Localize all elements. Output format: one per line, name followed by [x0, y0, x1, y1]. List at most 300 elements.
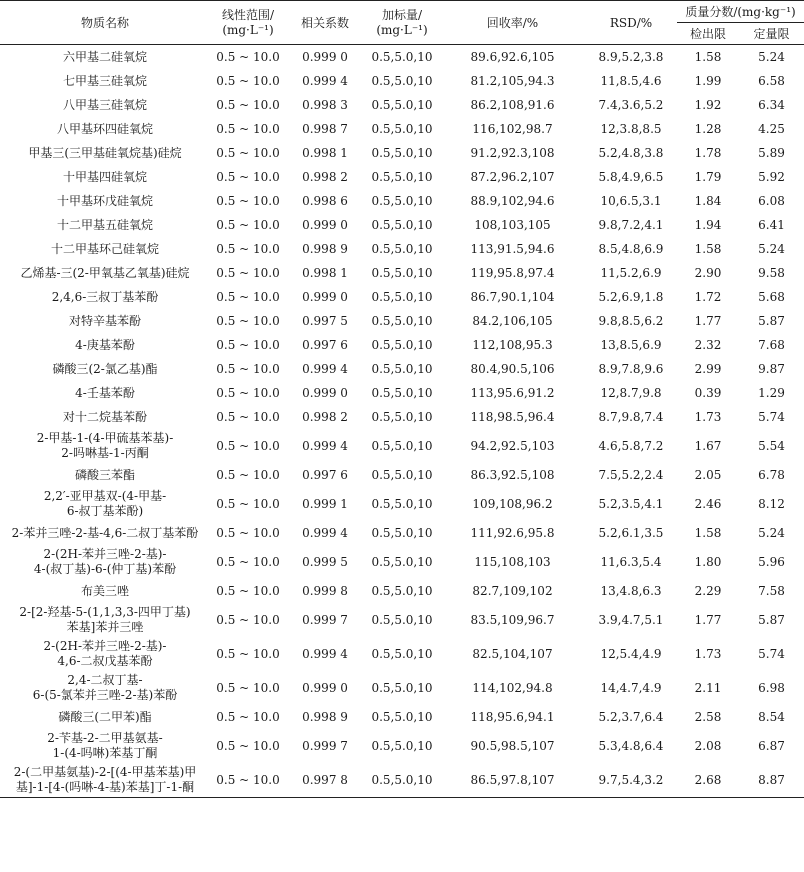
cell-lod: 2.08: [694, 738, 722, 753]
cell-rsd: 9.8,8.5,6.2: [598, 313, 664, 328]
cell-spike-level: 0.5,5.0,10: [371, 709, 433, 724]
cell-substance-name: [0, 521, 210, 545]
substance-name-line: 2,4-二叔丁基-: [67, 673, 143, 687]
cell-lod: 1.80: [694, 554, 722, 569]
cell-rsd: 5.2,3.5,4.1: [598, 496, 664, 511]
cell-lod: 1.58: [694, 241, 722, 256]
cell-rsd: 5.2,4.8,3.8: [598, 145, 664, 160]
cell-recovery: 118,95.6,94.1: [470, 709, 555, 724]
cell-spike-level: 0.5,5.0,10: [371, 385, 433, 400]
cell-loq: 6.34: [758, 97, 785, 112]
cell-linear-range: 0.5 ~ 10.0: [216, 438, 280, 453]
cell-lod: 2.68: [694, 772, 722, 787]
cell-lod: 2.29: [694, 583, 722, 598]
cell-rsd: 12,8.7,9.8: [600, 385, 662, 400]
cell-spike-level: 0.5,5.0,10: [371, 738, 433, 753]
cell-loq: 7.68: [758, 337, 785, 352]
header-spike-line1: 加标量/: [381, 7, 423, 22]
cell-spike-level: 0.5,5.0,10: [371, 438, 433, 453]
cell-recovery: 87.2,96.2,107: [470, 169, 555, 184]
cell-recovery: 109,108,96.2: [472, 496, 553, 511]
cell-substance-name: [0, 763, 210, 798]
cell-spike-level: 0.5,5.0,10: [371, 97, 433, 112]
cell-substance-name: [0, 637, 210, 671]
cell-correlation: 0.999 8: [302, 583, 348, 598]
cell-spike-level: 0.5,5.0,10: [371, 217, 433, 232]
cell-rsd: 14,4.7,4.9: [600, 680, 662, 695]
substance-name-line: 4,6-二叔戊基苯酚: [57, 654, 153, 668]
cell-correlation: 0.999 4: [302, 646, 348, 661]
cell-lod: 1.92: [694, 97, 722, 112]
cell-rsd: 5.2,6.9,1.8: [598, 289, 664, 304]
table-row: [0, 763, 804, 798]
cell-loq: 6.41: [758, 217, 785, 232]
cell-recovery: 80.4,90.5,106: [470, 361, 555, 376]
cell-substance-name: [0, 429, 210, 463]
cell-correlation: 0.999 4: [302, 525, 348, 540]
table-row: [0, 309, 804, 333]
substance-name-line: 2-苄基-2-二甲基氨基-: [47, 731, 163, 745]
cell-linear-range: 0.5 ~ 10.0: [216, 772, 280, 787]
cell-loq: 5.87: [758, 313, 785, 328]
cell-substance-name: [0, 579, 210, 603]
cell-rsd: 5.3,4.8,6.4: [598, 738, 664, 753]
substance-name-line: 八甲基环四硅氧烷: [56, 121, 153, 136]
substance-name-line: 十甲基环戊硅氧烷: [56, 193, 153, 208]
cell-loq: 4.25: [758, 121, 785, 136]
cell-loq: 9.87: [758, 361, 785, 376]
substance-name-line: 1-(4-吗啉)苯基丁酮: [52, 746, 158, 760]
cell-loq: 5.68: [758, 289, 785, 304]
cell-linear-range: 0.5 ~ 10.0: [216, 241, 280, 256]
cell-recovery: 118,98.5,96.4: [470, 409, 555, 424]
cell-correlation: 0.999 7: [302, 738, 348, 753]
substance-name-line: 乙烯基-三(2-甲氧基乙氧基)硅烷: [20, 265, 190, 280]
cell-rsd: 9.7,5.4,3.2: [598, 772, 664, 787]
cell-spike-level: 0.5,5.0,10: [371, 467, 433, 482]
substance-name-line: 磷酸三苯酯: [74, 467, 135, 482]
cell-substance-name: [0, 333, 210, 357]
header-rsd: RSD/%: [609, 15, 653, 30]
cell-lod: 1.77: [694, 313, 722, 328]
substance-name-line: 苯基]苯并三唑: [66, 620, 144, 634]
cell-rsd: 8.9,7.8,9.6: [598, 361, 664, 376]
cell-spike-level: 0.5,5.0,10: [371, 49, 433, 64]
substance-name-line: 2-(2H-苯并三唑-2-基)-: [43, 639, 167, 653]
cell-rsd: 7.4,3.6,5.2: [598, 97, 664, 112]
cell-substance-name: [0, 213, 210, 237]
cell-spike-level: 0.5,5.0,10: [371, 73, 433, 88]
cell-loq: 8.12: [758, 496, 785, 511]
table-header: [0, 1, 804, 45]
header-correlation: 相关系数: [300, 16, 349, 30]
cell-rsd: 4.6,5.8,7.2: [598, 438, 664, 453]
cell-linear-range: 0.5 ~ 10.0: [216, 145, 280, 160]
cell-recovery: 81.2,105,94.3: [470, 73, 555, 88]
cell-correlation: 0.999 1: [302, 496, 348, 511]
cell-spike-level: 0.5,5.0,10: [371, 313, 433, 328]
substance-name-line: 十甲基四硅氧烷: [62, 169, 147, 184]
cell-lod: 2.90: [694, 265, 722, 280]
cell-spike-level: 0.5,5.0,10: [371, 680, 433, 695]
cell-substance-name: [0, 69, 210, 93]
table-row: [0, 405, 804, 429]
cell-linear-range: 0.5 ~ 10.0: [216, 583, 280, 598]
cell-linear-range: 0.5 ~ 10.0: [216, 313, 280, 328]
cell-substance-name: [0, 93, 210, 117]
cell-lod: 1.84: [694, 193, 722, 208]
cell-rsd: 8.7,9.8,7.4: [598, 409, 664, 424]
cell-correlation: 0.997 6: [302, 337, 348, 352]
cell-rsd: 12,3.8,8.5: [600, 121, 662, 136]
cell-substance-name: [0, 285, 210, 309]
table-row: [0, 117, 804, 141]
cell-spike-level: 0.5,5.0,10: [371, 241, 433, 256]
cell-loq: 9.58: [758, 265, 785, 280]
table-row: [0, 521, 804, 545]
cell-linear-range: 0.5 ~ 10.0: [216, 709, 280, 724]
table-row: [0, 705, 804, 729]
cell-loq: 1.29: [758, 385, 785, 400]
cell-rsd: 10,6.5,3.1: [600, 193, 662, 208]
cell-substance-name: [0, 357, 210, 381]
substance-name-line: 磷酸三(2-氯乙基)酯: [52, 361, 158, 376]
table-row: [0, 381, 804, 405]
cell-spike-level: 0.5,5.0,10: [371, 337, 433, 352]
cell-correlation: 0.998 2: [302, 169, 348, 184]
cell-correlation: 0.998 6: [302, 193, 348, 208]
cell-recovery: 86.2,108,91.6: [470, 97, 555, 112]
cell-correlation: 0.999 4: [302, 438, 348, 453]
cell-correlation: 0.999 0: [302, 385, 348, 400]
cell-spike-level: 0.5,5.0,10: [371, 193, 433, 208]
cell-lod: 1.73: [694, 409, 722, 424]
cell-correlation: 0.998 1: [302, 145, 348, 160]
header-substance-name: 物质名称: [80, 16, 129, 30]
cell-correlation: 0.999 7: [302, 612, 348, 627]
substance-name-line: 2,4,6-三叔丁基苯酚: [51, 289, 159, 304]
cell-spike-level: 0.5,5.0,10: [371, 772, 433, 787]
cell-rsd: 11,6.3,5.4: [600, 554, 662, 569]
cell-substance-name: [0, 309, 210, 333]
cell-rsd: 5.2,3.7,6.4: [598, 709, 664, 724]
header-loq: 定量限: [753, 27, 790, 41]
cell-substance-name: [0, 117, 210, 141]
cell-substance-name: [0, 705, 210, 729]
table-row: [0, 637, 804, 671]
cell-recovery: 94.2,92.5,103: [470, 438, 555, 453]
table-row: [0, 189, 804, 213]
cell-correlation: 0.998 3: [302, 97, 348, 112]
cell-rsd: 7.5,5.2,2.4: [598, 467, 664, 482]
substance-name-line: 对特辛基苯酚: [68, 313, 141, 328]
cell-lod: 1.72: [694, 289, 722, 304]
cell-correlation: 0.999 0: [302, 217, 348, 232]
cell-linear-range: 0.5 ~ 10.0: [216, 337, 280, 352]
header-lod: 检出限: [689, 27, 726, 41]
cell-spike-level: 0.5,5.0,10: [371, 646, 433, 661]
table-row: [0, 463, 804, 487]
cell-correlation: 0.999 4: [302, 361, 348, 376]
cell-substance-name: [0, 405, 210, 429]
cell-substance-name: [0, 671, 210, 705]
cell-loq: 6.58: [758, 73, 785, 88]
cell-rsd: 13,4.8,6.3: [600, 583, 662, 598]
cell-lod: 2.11: [694, 680, 722, 695]
cell-recovery: 113,95.6,91.2: [470, 385, 555, 400]
substance-name-line: 基]-1-[4-(吗啉-4-基)苯基]丁-1-酮: [15, 780, 195, 794]
cell-recovery: 90.5,98.5,107: [470, 738, 555, 753]
cell-linear-range: 0.5 ~ 10.0: [216, 361, 280, 376]
cell-correlation: 0.998 9: [302, 241, 348, 256]
substance-name-line: 对十二烷基苯酚: [62, 409, 147, 424]
cell-linear-range: 0.5 ~ 10.0: [216, 49, 280, 64]
cell-rsd: 5.2,6.1,3.5: [598, 525, 664, 540]
substance-name-line: 2-[2-羟基-5-(1,1,3,3-四甲丁基): [19, 605, 191, 619]
substance-name-line: 2-吗啉基-1-丙酮: [61, 446, 149, 460]
cell-correlation: 0.999 4: [302, 73, 348, 88]
cell-linear-range: 0.5 ~ 10.0: [216, 738, 280, 753]
cell-lod: 0.39: [694, 385, 722, 400]
cell-linear-range: 0.5 ~ 10.0: [216, 169, 280, 184]
cell-recovery: 111,92.6,95.8: [470, 525, 555, 540]
table-row: [0, 261, 804, 285]
cell-substance-name: [0, 165, 210, 189]
substance-name-line: 2-苯并三唑-2-基-4,6-二叔丁基苯酚: [11, 525, 199, 540]
table-row: [0, 333, 804, 357]
cell-rsd: 12,5.4,4.9: [600, 646, 662, 661]
cell-spike-level: 0.5,5.0,10: [371, 525, 433, 540]
cell-linear-range: 0.5 ~ 10.0: [216, 612, 280, 627]
cell-rsd: 8.5,4.8,6.9: [598, 241, 664, 256]
cell-lod: 2.58: [694, 709, 722, 724]
table-row: [0, 545, 804, 579]
cell-linear-range: 0.5 ~ 10.0: [216, 680, 280, 695]
cell-loq: 5.24: [758, 49, 785, 64]
cell-linear-range: 0.5 ~ 10.0: [216, 217, 280, 232]
header-spike-line2: (mg·L⁻¹): [376, 22, 428, 37]
substance-name-line: 2-(2H-苯并三唑-2-基)-: [43, 547, 167, 561]
table-row: [0, 93, 804, 117]
substance-name-line: 七甲基三硅氧烷: [62, 73, 147, 88]
cell-correlation: 0.999 0: [302, 289, 348, 304]
cell-lod: 1.58: [694, 49, 722, 64]
cell-substance-name: [0, 141, 210, 165]
cell-recovery: 82.5,104,107: [472, 646, 553, 661]
cell-linear-range: 0.5 ~ 10.0: [216, 646, 280, 661]
cell-lod: 1.58: [694, 525, 722, 540]
cell-linear-range: 0.5 ~ 10.0: [216, 385, 280, 400]
cell-substance-name: [0, 487, 210, 521]
cell-recovery: 84.2,106,105: [472, 313, 553, 328]
cell-recovery: 91.2,92.3,108: [470, 145, 555, 160]
substance-name-line: 十二甲基五硅氧烷: [56, 217, 153, 232]
table-body: [0, 45, 804, 798]
table-row: [0, 141, 804, 165]
cell-substance-name: [0, 237, 210, 261]
cell-spike-level: 0.5,5.0,10: [371, 361, 433, 376]
table-row: [0, 285, 804, 309]
substance-name-line: 2-甲基-1-(4-甲硫基苯基)-: [36, 431, 174, 445]
cell-substance-name: [0, 545, 210, 579]
cell-rsd: 13,8.5,6.9: [600, 337, 662, 352]
cell-recovery: 119,95.8,97.4: [470, 265, 555, 280]
substance-name-line: 4-(叔丁基)-6-(仲丁基)苯酚: [33, 562, 177, 576]
cell-loq: 5.87: [758, 612, 785, 627]
cell-linear-range: 0.5 ~ 10.0: [216, 121, 280, 136]
cell-lod: 2.46: [694, 496, 722, 511]
cell-substance-name: [0, 261, 210, 285]
cell-lod: 1.73: [694, 646, 722, 661]
table-row: [0, 487, 804, 521]
substance-name-line: 4-壬基苯酚: [75, 385, 135, 400]
cell-linear-range: 0.5 ~ 10.0: [216, 289, 280, 304]
cell-spike-level: 0.5,5.0,10: [371, 289, 433, 304]
cell-correlation: 0.997 6: [302, 467, 348, 482]
substance-name-line: 6-(5-氯苯并三唑-2-基)苯酚: [32, 688, 178, 702]
cell-recovery: 82.7,109,102: [472, 583, 553, 598]
cell-loq: 5.74: [758, 646, 785, 661]
cell-correlation: 0.999 0: [302, 680, 348, 695]
table-row: [0, 237, 804, 261]
cell-loq: 8.54: [758, 709, 785, 724]
cell-linear-range: 0.5 ~ 10.0: [216, 467, 280, 482]
header-spike-level: [364, 1, 440, 45]
cell-loq: 5.96: [758, 554, 785, 569]
cell-substance-name: [0, 463, 210, 487]
cell-recovery: 86.5,97.8,107: [470, 772, 555, 787]
cell-loq: 6.78: [758, 467, 785, 482]
table-row: [0, 579, 804, 603]
substance-name-line: 6-叔丁基苯酚): [66, 504, 144, 518]
cell-rsd: 5.8,4.9,6.5: [598, 169, 664, 184]
cell-substance-name: [0, 603, 210, 637]
cell-rsd: 8.9,5.2,3.8: [598, 49, 664, 64]
cell-correlation: 0.998 2: [302, 409, 348, 424]
substance-name-line: 2,2′-亚甲基双-(4-甲基-: [43, 489, 167, 503]
cell-linear-range: 0.5 ~ 10.0: [216, 97, 280, 112]
substance-name-line: 磷酸三(二甲苯)酯: [58, 709, 152, 724]
table-row: [0, 69, 804, 93]
header-linear-range-line2: (mg·L⁻¹): [222, 22, 274, 37]
table-row: [0, 45, 804, 70]
cell-recovery: 86.3,92.5,108: [470, 467, 555, 482]
substance-name-line: 八甲基三硅氧烷: [62, 97, 147, 112]
cell-substance-name: [0, 45, 210, 70]
cell-loq: 7.58: [758, 583, 785, 598]
table-row: [0, 603, 804, 637]
cell-spike-level: 0.5,5.0,10: [371, 145, 433, 160]
cell-loq: 5.74: [758, 409, 785, 424]
cell-correlation: 0.998 1: [302, 265, 348, 280]
cell-lod: 2.99: [694, 361, 722, 376]
cell-lod: 2.05: [694, 467, 722, 482]
table-row: [0, 165, 804, 189]
cell-recovery: 108,103,105: [474, 217, 551, 232]
table-row: [0, 429, 804, 463]
cell-correlation: 0.997 5: [302, 313, 348, 328]
cell-linear-range: 0.5 ~ 10.0: [216, 525, 280, 540]
substance-name-line: 布美三唑: [80, 583, 129, 598]
substance-name-line: 六甲基二硅氧烷: [62, 49, 147, 64]
cell-loq: 5.54: [758, 438, 785, 453]
cell-substance-name: [0, 189, 210, 213]
substance-name-line: 2-(二甲基氨基)-2-[(4-甲基苯基)甲: [13, 765, 197, 779]
cell-recovery: 116,102,98.7: [472, 121, 553, 136]
cell-correlation: 0.999 0: [302, 49, 348, 64]
cell-correlation: 0.997 8: [302, 772, 348, 787]
cell-lod: 2.32: [694, 337, 722, 352]
cell-loq: 5.24: [758, 241, 785, 256]
cell-spike-level: 0.5,5.0,10: [371, 409, 433, 424]
cell-correlation: 0.999 5: [302, 554, 348, 569]
header-linear-range: [210, 1, 286, 45]
cell-lod: 1.99: [694, 73, 722, 88]
cell-substance-name: [0, 381, 210, 405]
header-linear-range-line1: 线性范围/: [221, 7, 275, 22]
cell-linear-range: 0.5 ~ 10.0: [216, 265, 280, 280]
cell-spike-level: 0.5,5.0,10: [371, 612, 433, 627]
cell-lod: 1.79: [694, 169, 722, 184]
cell-lod: 1.77: [694, 612, 722, 627]
cell-linear-range: 0.5 ~ 10.0: [216, 73, 280, 88]
cell-loq: 5.89: [758, 145, 785, 160]
cell-loq: 8.87: [758, 772, 785, 787]
cell-recovery: 115,108,103: [474, 554, 551, 569]
cell-lod: 1.67: [694, 438, 722, 453]
cell-recovery: 113,91.5,94.6: [470, 241, 555, 256]
cell-lod: 1.78: [694, 145, 722, 160]
cell-correlation: 0.998 9: [302, 709, 348, 724]
substance-name-line: 十二甲基环己硅氧烷: [50, 241, 159, 256]
cell-linear-range: 0.5 ~ 10.0: [216, 193, 280, 208]
cell-loq: 6.87: [758, 738, 785, 753]
cell-loq: 5.24: [758, 525, 785, 540]
cell-lod: 1.94: [694, 217, 722, 232]
cell-linear-range: 0.5 ~ 10.0: [216, 554, 280, 569]
cell-rsd: 9.8,7.2,4.1: [598, 217, 664, 232]
table-row: [0, 213, 804, 237]
cell-linear-range: 0.5 ~ 10.0: [216, 496, 280, 511]
header-mass-fraction: 质量分数/(mg·kg⁻¹): [677, 1, 804, 23]
substance-name-line: 4-庚基苯酚: [75, 337, 135, 352]
cell-linear-range: 0.5 ~ 10.0: [216, 409, 280, 424]
cell-correlation: 0.998 7: [302, 121, 348, 136]
cell-spike-level: 0.5,5.0,10: [371, 496, 433, 511]
cell-spike-level: 0.5,5.0,10: [371, 265, 433, 280]
cell-recovery: 112,108,95.3: [472, 337, 553, 352]
table-row: [0, 357, 804, 381]
table-row: [0, 671, 804, 705]
substance-name-line: 甲基三(三甲基硅氧烷基)硅烷: [28, 145, 182, 160]
cell-substance-name: [0, 729, 210, 763]
cell-lod: 1.28: [694, 121, 722, 136]
cell-spike-level: 0.5,5.0,10: [371, 121, 433, 136]
cell-recovery: 86.7,90.1,104: [470, 289, 555, 304]
cell-rsd: 3.9,4.7,5.1: [598, 612, 664, 627]
cell-loq: 5.92: [758, 169, 785, 184]
cell-loq: 6.98: [758, 680, 785, 695]
header-recovery: 回收率/%: [486, 16, 539, 30]
cell-spike-level: 0.5,5.0,10: [371, 169, 433, 184]
cell-recovery: 89.6,92.6,105: [470, 49, 555, 64]
cell-recovery: 88.9,102,94.6: [470, 193, 555, 208]
cell-rsd: 11,5.2,6.9: [600, 265, 662, 280]
table-row: [0, 729, 804, 763]
cell-loq: 6.08: [758, 193, 785, 208]
cell-rsd: 11,8.5,4.6: [600, 73, 662, 88]
cell-recovery: 114,102,94.8: [472, 680, 553, 695]
